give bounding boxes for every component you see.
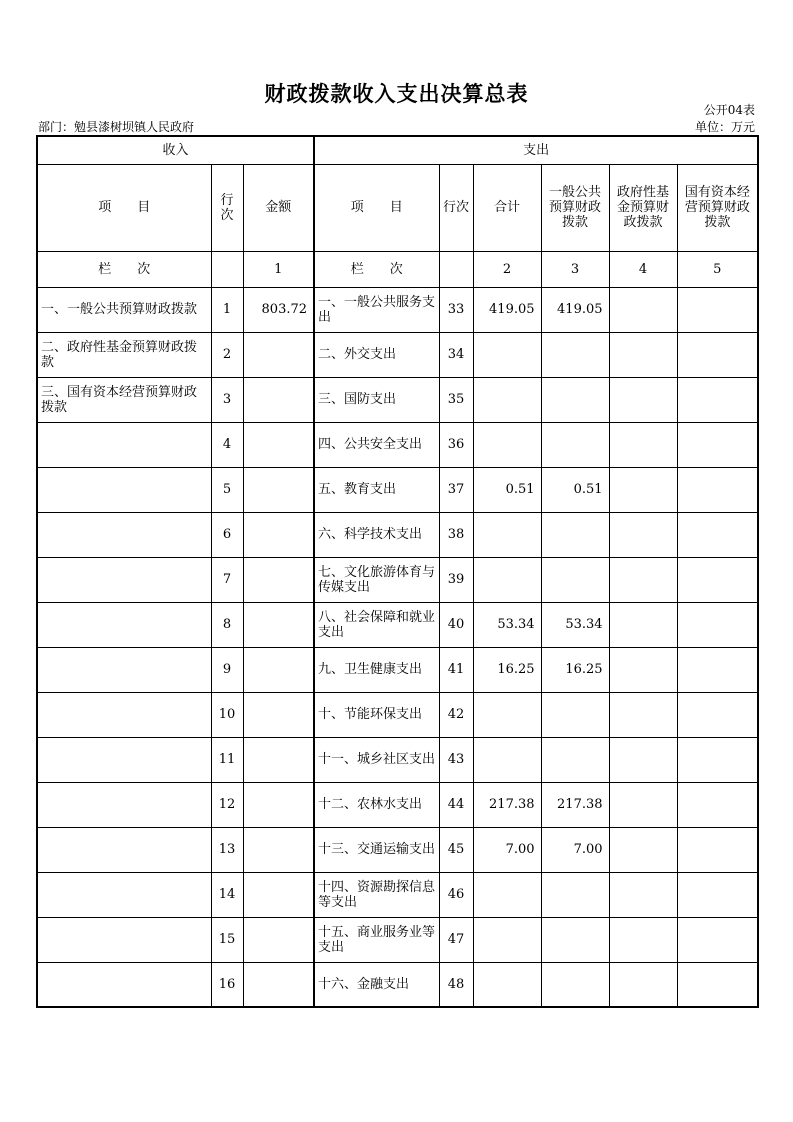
table-row [37,512,758,557]
total-cell [473,557,541,602]
state-capital-cell [677,377,758,422]
income-amount-cell [243,422,314,467]
income-row-no-cell: 14 [211,872,243,917]
expense-row-no-cell: 33 [439,287,473,332]
gov-fund-cell [609,782,677,827]
expense-row-no-cell: 45 [439,827,473,872]
income-item-cell [37,962,211,1007]
income-item-cell [37,512,211,557]
expense-item-cell: 九、卫生健康支出 [314,647,439,692]
expense-row-no-cell: 35 [439,377,473,422]
gov-fund-cell [609,377,677,422]
gov-fund-header: 政府性基金预算财政拨款 [609,164,677,251]
income-row-no-header: 行次 [211,164,243,251]
general-budget-cell: 16.25 [541,647,609,692]
form-number: 公开04表 [703,103,755,117]
budget-table [36,135,759,1008]
page-title: 财政拨款收入支出决算总表 [264,81,529,106]
gov-fund-cell [609,422,677,467]
state-capital-cell [677,647,758,692]
income-row-no-cell: 16 [211,962,243,1007]
general-budget-cell: 419.05 [541,287,609,332]
expense-row-no-cell: 38 [439,512,473,557]
col-blank-2 [439,251,473,287]
expense-row-no-cell: 37 [439,467,473,512]
gov-fund-cell [609,917,677,962]
expense-row-no-header: 行次 [439,164,473,251]
table-row [37,827,758,872]
income-row-no-cell: 9 [211,647,243,692]
gov-fund-cell [609,692,677,737]
income-item-header: 项 目 [37,164,211,251]
income-amount-cell [243,602,314,647]
income-amount-cell [243,737,314,782]
state-capital-cell [677,872,758,917]
state-capital-cell [677,827,758,872]
table-row [37,332,758,377]
expense-item-cell: 八、社会保障和就业支出 [314,602,439,647]
state-capital-cell [677,782,758,827]
gov-fund-cell [609,557,677,602]
gov-fund-cell [609,872,677,917]
expense-item-cell: 二、外交支出 [314,332,439,377]
total-header: 合计 [473,164,541,251]
expense-item-cell: 十二、农林水支出 [314,782,439,827]
general-budget-cell: 53.34 [541,602,609,647]
expense-item-cell: 三、国防支出 [314,377,439,422]
income-row-no-cell: 6 [211,512,243,557]
expense-row-no-cell: 40 [439,602,473,647]
income-row-no-cell: 15 [211,917,243,962]
column-header-row [37,164,758,251]
expense-row-no-cell: 36 [439,422,473,467]
total-cell [473,377,541,422]
general-budget-cell: 217.38 [541,782,609,827]
table-row [37,602,758,647]
col-number-3: 3 [541,251,609,287]
gov-fund-cell [609,647,677,692]
general-budget-cell [541,332,609,377]
general-budget-cell [541,377,609,422]
expense-item-cell: 十、节能环保支出 [314,692,439,737]
general-budget-cell: 7.00 [541,827,609,872]
income-item-cell [37,692,211,737]
state-capital-header: 国有资本经营预算财政拨款 [677,164,758,251]
total-cell: 217.38 [473,782,541,827]
table-row [37,467,758,512]
state-capital-cell [677,512,758,557]
expense-row-no-cell: 34 [439,332,473,377]
table-row [37,692,758,737]
income-item-cell: 三、国有资本经营预算财政拨款 [37,377,211,422]
income-amount-header: 金额 [243,164,314,251]
col-number-2: 2 [473,251,541,287]
expense-row-no-cell: 48 [439,962,473,1007]
income-amount-cell [243,692,314,737]
expense-item-cell: 七、文化旅游体育与传媒支出 [314,557,439,602]
general-budget-cell [541,737,609,782]
income-amount-cell [243,782,314,827]
expense-row-no-cell: 44 [439,782,473,827]
table-row [37,917,758,962]
income-amount-cell [243,557,314,602]
section-header-row [37,136,758,164]
income-item-cell [37,647,211,692]
income-row-no-cell: 1 [211,287,243,332]
income-row-no-cell: 13 [211,827,243,872]
col-number-4: 4 [609,251,677,287]
income-amount-cell [243,467,314,512]
state-capital-cell [677,737,758,782]
income-amount-cell [243,377,314,422]
state-capital-cell [677,692,758,737]
income-item-cell [37,782,211,827]
income-amount-cell [243,962,314,1007]
table-row [37,422,758,467]
state-capital-cell [677,467,758,512]
col-number-1: 1 [243,251,314,287]
gov-fund-cell [609,602,677,647]
col-blank [211,251,243,287]
income-item-cell: 二、政府性基金预算财政拨款 [37,332,211,377]
total-cell: 7.00 [473,827,541,872]
table-row [37,737,758,782]
income-item-cell [37,557,211,602]
income-amount-cell [243,647,314,692]
total-cell [473,917,541,962]
expense-row-no-cell: 47 [439,917,473,962]
expense-row-no-cell: 42 [439,692,473,737]
income-row-no-cell: 4 [211,422,243,467]
expense-item-header: 项 目 [314,164,439,251]
col-label-2: 栏 次 [314,251,439,287]
income-row-no-cell: 8 [211,602,243,647]
gov-fund-cell [609,962,677,1007]
general-budget-cell [541,557,609,602]
total-cell [473,872,541,917]
table-row [37,377,758,422]
income-item-cell: 一、一般公共预算财政拨款 [37,287,211,332]
gov-fund-cell [609,737,677,782]
income-item-cell [37,737,211,782]
table-row [37,962,758,1007]
col-label: 栏 次 [37,251,211,287]
table-row [37,782,758,827]
gov-fund-cell [609,467,677,512]
total-cell: 16.25 [473,647,541,692]
unit-label: 单位：万元 [694,120,755,134]
expense-row-no-cell: 46 [439,872,473,917]
table-row [37,557,758,602]
total-cell: 0.51 [473,467,541,512]
expense-item-cell: 一、一般公共服务支出 [314,287,439,332]
expense-item-cell: 六、科学技术支出 [314,512,439,557]
total-cell [473,332,541,377]
general-budget-cell [541,512,609,557]
income-header: 收入 [37,136,314,164]
income-row-no-cell: 11 [211,737,243,782]
income-row-no-cell: 7 [211,557,243,602]
expense-item-cell: 十四、资源勘探信息等支出 [314,872,439,917]
income-amount-cell [243,827,314,872]
general-budget-cell [541,422,609,467]
state-capital-cell [677,602,758,647]
general-budget-cell: 0.51 [541,467,609,512]
income-item-cell [37,917,211,962]
income-amount-cell [243,512,314,557]
total-cell [473,512,541,557]
expense-item-cell: 十五、商业服务业等支出 [314,917,439,962]
state-capital-cell [677,557,758,602]
gov-fund-cell [609,827,677,872]
state-capital-cell [677,287,758,332]
total-cell [473,737,541,782]
expense-item-cell: 四、公共安全支出 [314,422,439,467]
income-row-no-cell: 5 [211,467,243,512]
income-item-cell [37,422,211,467]
income-amount-cell [243,872,314,917]
state-capital-cell [677,917,758,962]
state-capital-cell [677,332,758,377]
gov-fund-cell [609,512,677,557]
expense-row-no-cell: 43 [439,737,473,782]
general-budget-cell [541,872,609,917]
general-budget-cell [541,962,609,1007]
table-row [37,872,758,917]
income-amount-cell [243,332,314,377]
table-row [37,647,758,692]
income-amount-cell [243,917,314,962]
expense-item-cell: 十六、金融支出 [314,962,439,1007]
department-label: 部门：勉县漆树坝镇人民政府 [38,120,195,134]
total-cell [473,692,541,737]
income-item-cell [37,467,211,512]
income-item-cell [37,827,211,872]
general-budget-cell [541,917,609,962]
expense-item-cell: 十一、城乡社区支出 [314,737,439,782]
income-row-no-cell: 2 [211,332,243,377]
total-cell: 53.34 [473,602,541,647]
total-cell [473,962,541,1007]
expense-row-no-cell: 41 [439,647,473,692]
income-item-cell [37,602,211,647]
gov-fund-cell [609,332,677,377]
income-row-no-cell: 12 [211,782,243,827]
state-capital-cell [677,962,758,1007]
expense-item-cell: 十三、交通运输支出 [314,827,439,872]
column-number-row [37,251,758,287]
total-cell: 419.05 [473,287,541,332]
income-item-cell [37,872,211,917]
total-cell [473,422,541,467]
income-row-no-cell: 3 [211,377,243,422]
income-row-no-cell: 10 [211,692,243,737]
income-amount-cell: 803.72 [243,287,314,332]
table-row [37,287,758,332]
gov-fund-cell [609,287,677,332]
expense-item-cell: 五、教育支出 [314,467,439,512]
state-capital-cell [677,422,758,467]
general-budget-header: 一般公共预算财政拨款 [541,164,609,251]
general-budget-cell [541,692,609,737]
col-number-5: 5 [677,251,758,287]
expense-header: 支出 [314,136,758,164]
expense-row-no-cell: 39 [439,557,473,602]
